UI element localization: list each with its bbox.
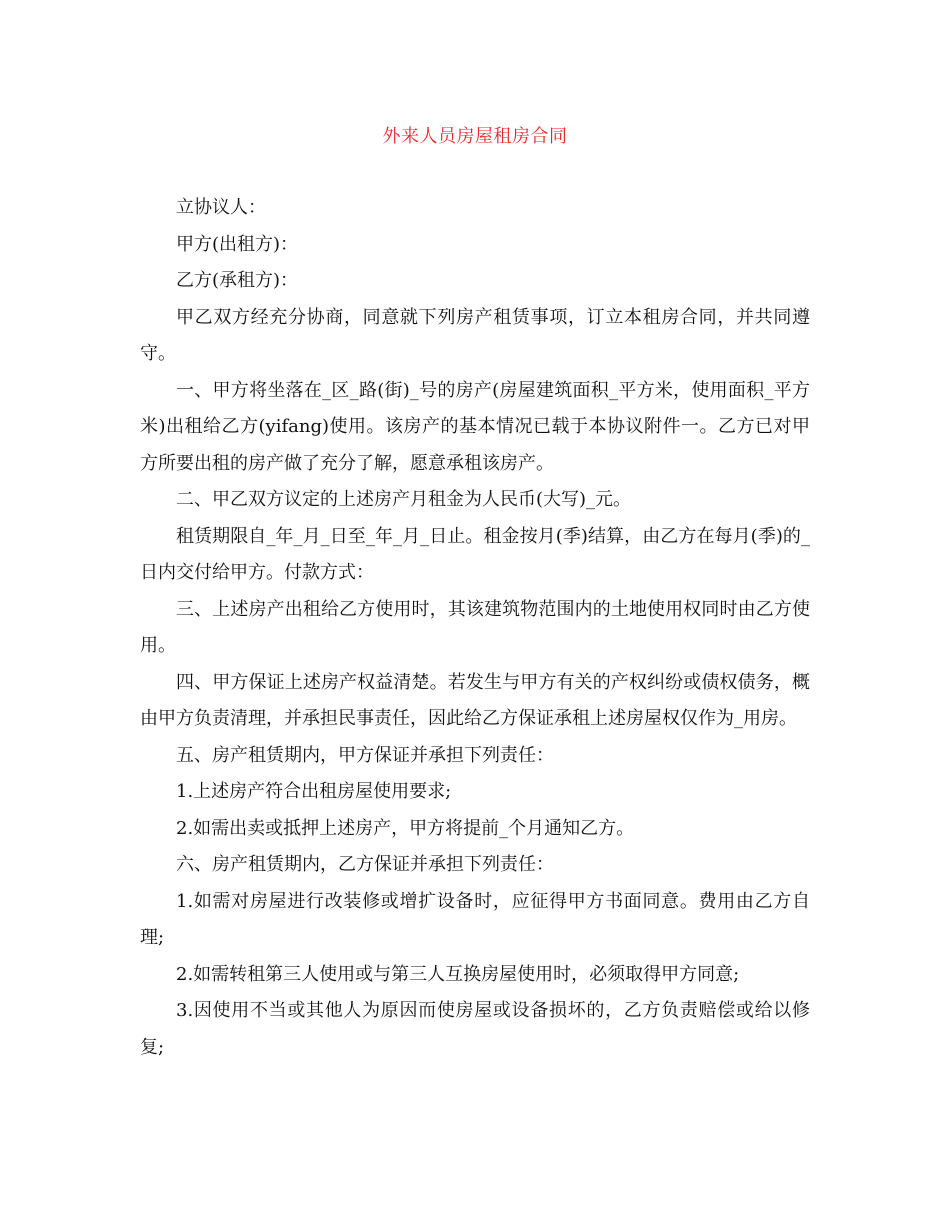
paragraph-lease-term: 租赁期限自_年_月_日至_年_月_日止。租金按月(季)结算，由乙方在每月(季)的_日内交付给甲方。付款方式： [140, 525, 810, 583]
paragraph-preamble: 甲乙双方经充分协商，同意就下列房产租赁事项，订立本租房合同，并共同遵守。 [140, 306, 810, 364]
paragraph-clause-6-item-3: 3.因使用不当或其他人为原因而使房屋或设备损坏的，乙方负责赔偿或给以修复; [140, 1000, 810, 1058]
paragraph-clause-6-item-1: 1.如需对房屋进行改装修或增扩设备时，应征得甲方书面同意。费用由乙方自理; [140, 890, 810, 948]
paragraph-clause-1: 一、甲方将坐落在_区_路(街)_号的房产(房屋建筑面积_平方米，使用面积_平方米)出租给乙方(yifang)使用。该房产的基本情况已载于本协议附件一。乙方已对甲方所要出租的房产做了充分了解，愿意承租该房产。 [140, 379, 810, 474]
paragraph-party-b: 乙方(承租方)： [176, 270, 299, 291]
document-body [140, 190, 810, 1066]
paragraph-clause-6: 六、房产租赁期内，乙方保证并承担下列责任： [176, 854, 554, 875]
paragraph-clause-5-item-1: 1.上述房产符合出租房屋使用要求; [176, 781, 452, 802]
paragraph-clause-6-item-2: 2.如需转租第三人使用或与第三人互换房屋使用时，必须取得甲方同意; [176, 963, 740, 985]
paragraph-party-a: 甲方(出租方)： [176, 233, 299, 255]
paragraph-clause-5: 五、房产租赁期内，甲方保证并承担下列责任： [176, 744, 554, 766]
document-title: 外来人员房屋租房合同 [382, 126, 568, 147]
paragraph-clause-4: 四、甲方保证上述房产权益清楚。若发生与甲方有关的产权纠纷或债权债务，概由甲方负责清理，并承担民事责任，因此给乙方保证承租上述房屋权仅作为_用房。 [140, 671, 810, 729]
paragraph-clause-5-item-2: 2.如需出卖或抵押上述房产，甲方将提前_个月通知乙方。 [176, 817, 635, 839]
paragraph-clause-2: 二、甲乙双方议定的上述房产月租金为人民币(大写)_元。 [176, 489, 632, 510]
paragraph-clause-3: 三、上述房产出租给乙方使用时，其该建筑物范围内的土地使用权同时由乙方使用。 [140, 598, 810, 656]
paragraph-parties-intro: 立协议人： [176, 197, 266, 218]
